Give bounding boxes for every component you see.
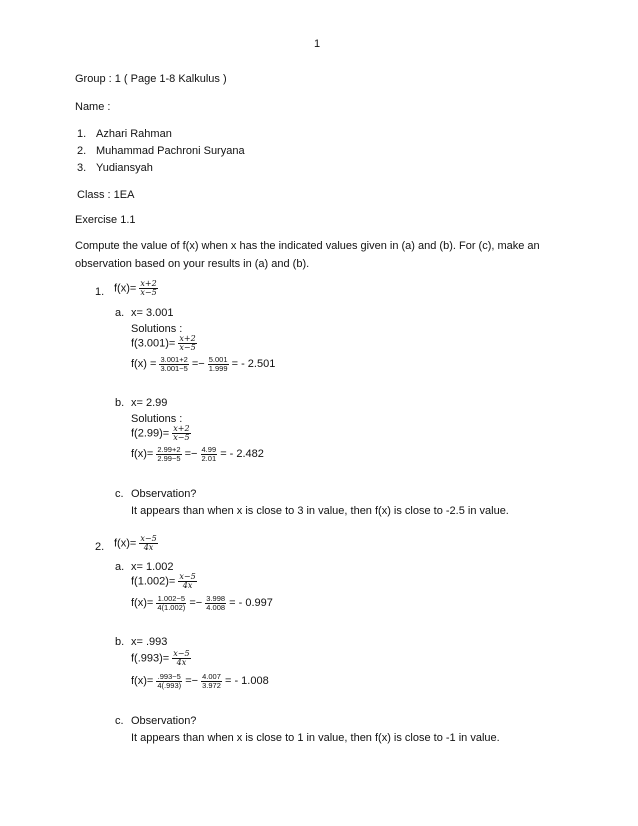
evaluation-line xyxy=(131,335,197,352)
equals-sign: =− xyxy=(191,357,205,370)
evaluation-label: f(3.001)= xyxy=(131,337,176,350)
fraction-numerator: 4.007 xyxy=(202,672,221,681)
step-fraction xyxy=(205,595,226,611)
class-label: Class : 1EA xyxy=(77,189,135,201)
problem-function xyxy=(114,280,158,297)
evaluation-fraction xyxy=(178,573,196,590)
function-label: f(x)= xyxy=(114,282,137,295)
instructions-line-1: Compute the value of f(x) when x has the indicated values given in (a) and (b). For (c), make an xyxy=(75,240,540,252)
computation-line xyxy=(131,595,273,611)
fx-label: f(x) = xyxy=(131,357,157,370)
fraction-numerator: x+2 xyxy=(140,279,157,288)
fx-label: f(x)= xyxy=(131,674,154,687)
fraction-numerator: 4.99 xyxy=(201,445,217,454)
result-value: = - 2.482 xyxy=(220,447,264,460)
function-label: f(x)= xyxy=(114,537,137,550)
fraction-numerator: 3.001+2 xyxy=(160,355,188,364)
result-value: = - 1.008 xyxy=(224,674,269,687)
fraction-numerator: 5.001 xyxy=(208,355,228,364)
evaluation-line xyxy=(131,650,191,667)
result-value: = - 0.997 xyxy=(229,596,273,609)
member-name: Azhari Rahman xyxy=(96,128,172,140)
step-fraction xyxy=(156,446,181,462)
evaluation-line xyxy=(131,425,191,442)
evaluation-fraction xyxy=(178,335,196,352)
result-value: = - 2.501 xyxy=(231,357,276,370)
name-label: Name : xyxy=(75,101,111,113)
fraction-numerator: x+2 xyxy=(179,334,196,343)
part-x-value: x= 3.001 xyxy=(131,307,174,319)
step-fraction xyxy=(156,673,182,689)
computation-line xyxy=(131,673,269,689)
equals-sign: =− xyxy=(184,447,198,460)
equals-sign: =− xyxy=(189,596,203,609)
fraction-denominator: 4x xyxy=(176,658,187,667)
instructions-line-2: observation based on your results in (a) and (b). xyxy=(75,258,310,270)
member-number: 2. xyxy=(77,145,87,157)
step-fraction xyxy=(201,446,218,462)
problem-function xyxy=(114,535,158,552)
member-name: Muhammad Pachroni Suryana xyxy=(96,145,245,157)
fraction-denominator: 4x xyxy=(143,543,154,552)
fraction-numerator: x−5 xyxy=(140,534,157,543)
equals-sign: =− xyxy=(185,674,199,687)
fraction-numerator: x−5 xyxy=(173,649,190,658)
fraction-numerator: 2.99+2 xyxy=(157,445,181,454)
fraction-denominator: 3.972 xyxy=(202,680,221,690)
fx-label: f(x)= xyxy=(131,596,154,609)
part-letter: b. xyxy=(115,397,125,409)
function-fraction xyxy=(139,280,157,297)
exercise-title: Exercise 1.1 xyxy=(75,214,136,226)
group-line: Group : 1 ( Page 1-8 Kalkulus ) xyxy=(75,73,227,85)
step-fraction xyxy=(159,356,188,372)
problem-number: 1. xyxy=(95,286,105,298)
step-fraction xyxy=(208,356,229,372)
evaluation-fraction xyxy=(172,650,190,667)
part-x-value: x= 1.002 xyxy=(131,561,174,573)
fraction-denominator: x−5 xyxy=(179,343,196,352)
evaluation-label: f(.993)= xyxy=(131,652,170,665)
observation-text: It appears than when x is close to 1 in value, then f(x) is close to -1 in value. xyxy=(131,732,500,744)
fraction-denominator: 4x xyxy=(182,581,193,590)
part-letter: c. xyxy=(115,488,124,500)
fraction-denominator: 2.99−5 xyxy=(157,453,181,463)
fraction-numerator: 3.998 xyxy=(206,594,226,603)
part-letter: c. xyxy=(115,715,124,727)
fraction-denominator: 4.008 xyxy=(206,602,226,612)
part-x-value: x= 2.99 xyxy=(131,397,168,409)
fraction-numerator: .993−5 xyxy=(157,672,181,681)
fraction-numerator: x−5 xyxy=(179,572,196,581)
evaluation-label: f(2.99)= xyxy=(131,427,170,440)
observation-title: Observation? xyxy=(131,488,197,500)
member-number: 3. xyxy=(77,162,87,174)
solutions-label: Solutions : xyxy=(131,323,183,335)
step-fraction xyxy=(201,673,222,689)
evaluation-label: f(1.002)= xyxy=(131,575,176,588)
observation-text: It appears than when x is close to 3 in value, then f(x) is close to -2.5 in value. xyxy=(131,505,509,517)
member-number: 1. xyxy=(77,128,87,140)
evaluation-fraction xyxy=(172,425,190,442)
computation-line xyxy=(131,356,275,372)
part-x-value: x= .993 xyxy=(131,636,168,648)
fraction-numerator: x+2 xyxy=(173,424,190,433)
fraction-denominator: 1.999 xyxy=(208,363,228,373)
part-letter: a. xyxy=(115,561,125,573)
fraction-denominator: 4(1.002) xyxy=(157,602,186,612)
fraction-denominator: 3.001−5 xyxy=(160,363,188,373)
page-number: 1 xyxy=(314,38,321,50)
fraction-denominator: 4(.993) xyxy=(157,680,182,690)
fraction-denominator: x−5 xyxy=(140,288,157,297)
computation-line xyxy=(131,446,264,462)
fx-label: f(x)= xyxy=(131,447,154,460)
observation-title: Observation? xyxy=(131,715,197,727)
problem-number: 2. xyxy=(95,541,105,553)
evaluation-line xyxy=(131,573,197,590)
solutions-label: Solutions : xyxy=(131,413,183,425)
fraction-denominator: 2.01 xyxy=(201,453,217,463)
part-letter: b. xyxy=(115,636,125,648)
step-fraction xyxy=(156,595,186,611)
fraction-denominator: x−5 xyxy=(173,433,190,442)
fraction-numerator: 1.002−5 xyxy=(157,594,185,603)
member-name: Yudiansyah xyxy=(96,162,153,174)
function-fraction xyxy=(139,535,157,552)
part-letter: a. xyxy=(115,307,125,319)
